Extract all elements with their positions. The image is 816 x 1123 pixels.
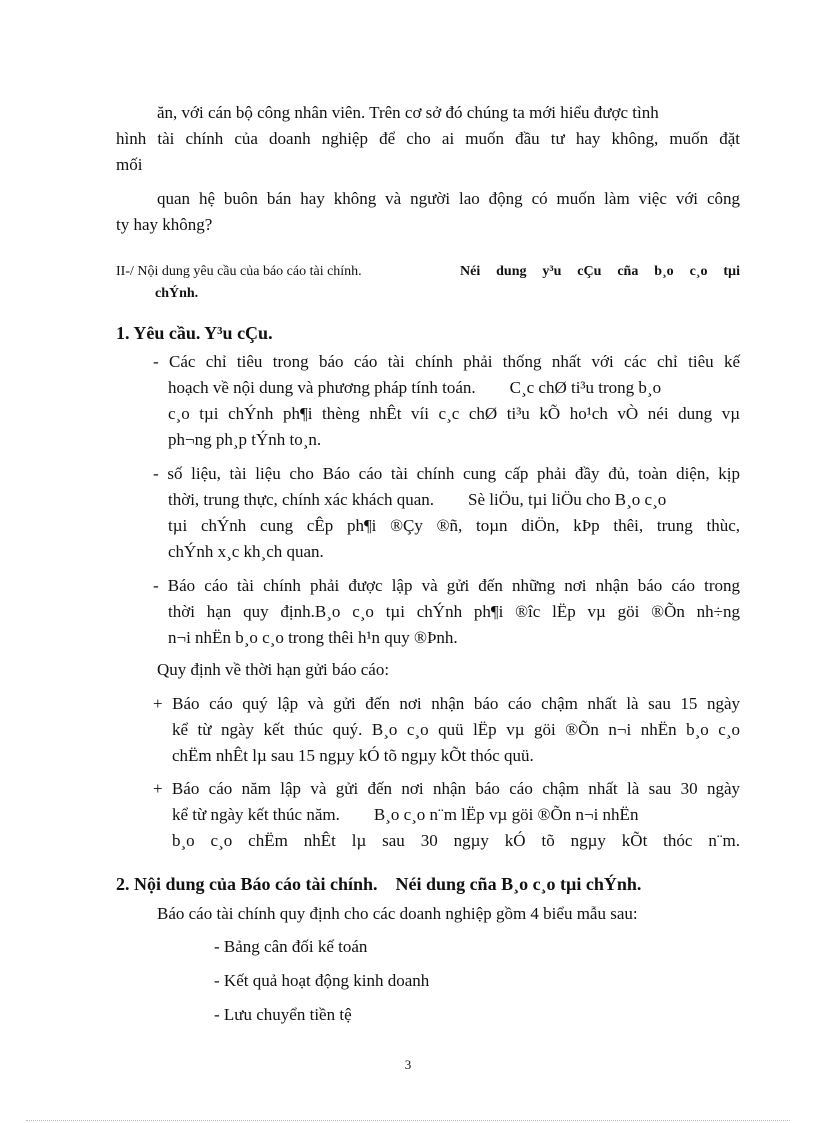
list-item: - Kết quả hoạt động kinh doanh (214, 971, 430, 990)
subsection-title: 1. Yêu cầu. Y³u cÇu. (116, 323, 273, 343)
paragraph-line: mối (116, 155, 143, 174)
list-item-line: - Các chỉ tiêu trong báo cáo tài chính phải thống nhất với các chỉ tiêu kế (153, 352, 740, 371)
list-item: - Lưu chuyển tiền tệ (214, 1005, 352, 1024)
section-heading-legacy: Néi dung y³u cÇu cña b¸o c¸o tµi (460, 264, 740, 279)
section-heading-text: II-/ Nội dung yêu cầu của báo cáo tài chính. (116, 264, 362, 279)
page-border (26, 1120, 790, 1121)
section-heading (116, 261, 362, 283)
section-heading-legacy: chÝnh. (155, 286, 199, 301)
paragraph-line: hình tài chính của doanh nghiệp để cho ai muốn đầu tư hay không, muốn đặt (116, 129, 740, 148)
list-item-line: thời, trung thực, chính xác khách quan. Sè liÖu, tµi liÖu cho B¸o c¸o (168, 490, 667, 509)
list-item-line: kể từ ngày kết thúc năm. B¸o c¸o n¨m lËp vµ göi ®Õn n¬i nhËn (172, 805, 639, 824)
list-item-line: hoạch về nội dung và phương pháp tính toán. C¸c chØ ti³u trong b¸o (168, 378, 662, 397)
list-item-line: chËm nhÊt lµ sau 15 ngµy kÓ tõ ngµy kÕt thóc quü. (172, 746, 534, 765)
paragraph-line: Báo cáo tài chính quy định cho các doanh nghiệp gồm 4 biểu mẫu sau: (157, 904, 638, 923)
subsection-title: 2. Nội dung của Báo cáo tài chính. Néi dung cña B¸o c¸o tµi chÝnh. (116, 874, 642, 894)
list-item-line: - Báo cáo tài chính phải được lập và gửi đến những nơi nhận báo cáo trong (153, 576, 740, 595)
list-item-line: c¸o tµi chÝnh ph¶i thèng nhÊt víi c¸c chØ ti³u kÕ ho¹ch vÒ néi dung vµ (168, 404, 740, 423)
list-item-line: ph¬ng ph¸p tÝnh to¸n. (168, 430, 322, 449)
paragraph-line: ty hay không? (116, 215, 213, 234)
list-item-line: tµi chÝnh cung cÊp ph¶i ®Çy ®ñ, toµn diÖn, kÞp thêi, trung thùc, (168, 516, 740, 535)
list-item-line: kể từ ngày kết thúc quý. B¸o c¸o quü lËp vµ göi ®Õn n¬i nhËn b¸o c¸o (172, 720, 740, 739)
list-item-line: n¬i nhËn b¸o c¸o trong thêi h¹n quy ®Þnh. (168, 628, 458, 647)
page-number: 3 (404, 1057, 412, 1072)
list-item-line: chÝnh x¸c kh¸ch quan. (168, 542, 324, 561)
list-item-line: - số liệu, tài liệu cho Báo cáo tài chính cung cấp phải đầy đủ, toàn diện, kịp (153, 464, 740, 483)
paragraph-line: ăn, với cán bộ công nhân viên. Trên cơ sở đó chúng ta mới hiểu được tình (157, 103, 659, 122)
list-item-line: + Báo cáo năm lập và gửi đến nơi nhận báo cáo chậm nhất là sau 30 ngày (153, 779, 740, 798)
list-item-line: + Báo cáo quý lập và gửi đến nơi nhận báo cáo chậm nhất là sau 15 ngày (153, 694, 740, 713)
paragraph-line: Quy định về thời hạn gửi báo cáo: (157, 660, 390, 679)
paragraph-line: quan hệ buôn bán hay không và người lao động có muốn làm việc với công (157, 189, 740, 208)
list-item-line: thời hạn quy định.B¸o c¸o tµi chÝnh ph¶i ®îc lËp vµ göi ®Õn nh÷ng (168, 602, 740, 621)
list-item: - Bảng cân đối kế toán (214, 937, 368, 956)
list-item-line: b¸o c¸o chËm nhÊt lµ sau 30 ngµy kÓ tõ ngµy kÕt thóc n¨m. (172, 831, 740, 850)
